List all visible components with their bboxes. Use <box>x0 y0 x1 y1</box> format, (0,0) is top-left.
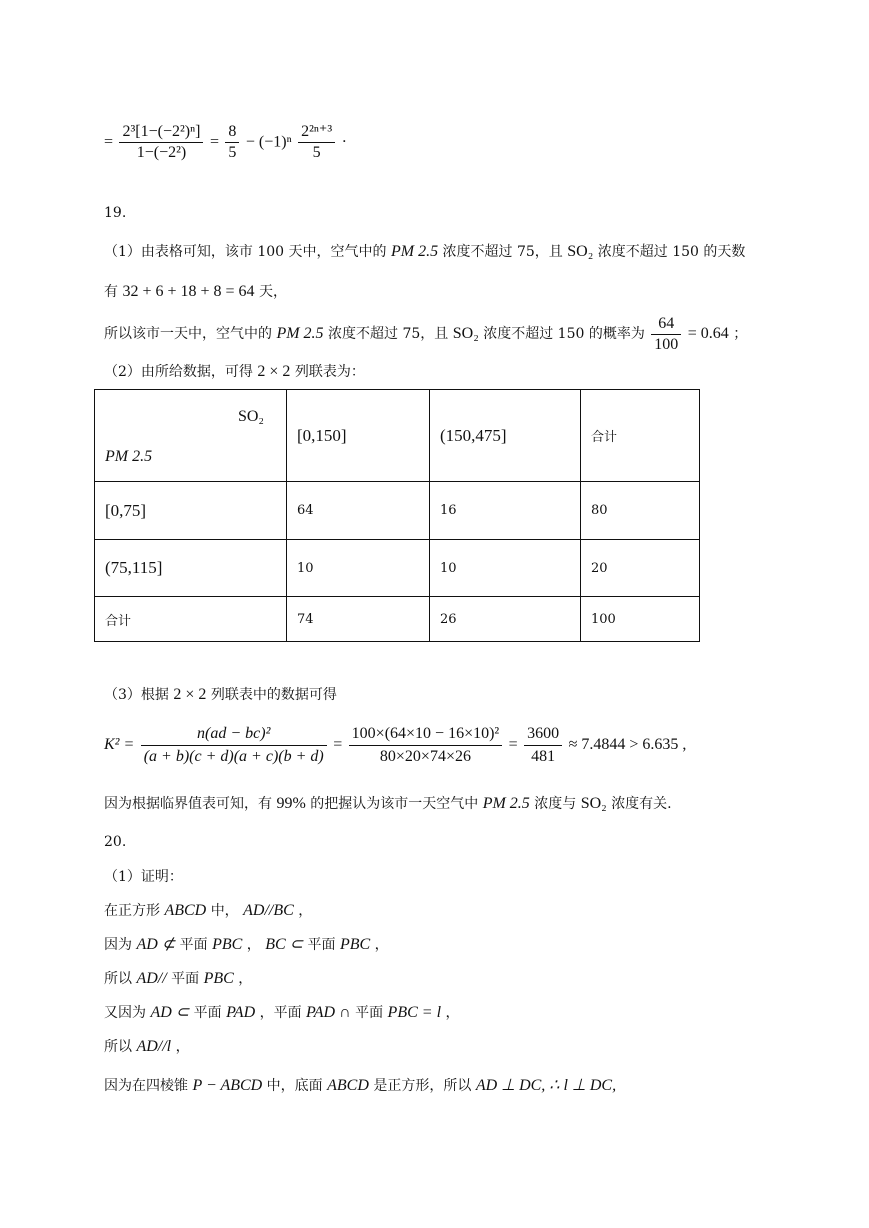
table-row <box>95 482 700 540</box>
math-approx: ≈ 7.4844 > 6.635 , <box>568 736 687 753</box>
text: 有 <box>104 284 118 300</box>
text: 列联表为： <box>294 364 365 380</box>
text: 浓度不超过 150 的天数 <box>597 244 746 260</box>
math: PBC <box>339 936 371 953</box>
cell: 100 <box>581 597 700 642</box>
q19-part1-line3 <box>104 312 747 356</box>
cell: 74 <box>287 597 430 642</box>
math-so2: SO₂ <box>580 795 607 812</box>
math: PBC = l <box>387 1004 442 1021</box>
fraction-den: 5 <box>312 144 321 161</box>
math-so2: SO₂ <box>452 325 479 342</box>
text: ， <box>374 937 389 953</box>
cell: 26 <box>430 597 581 642</box>
math-sum: 32 + 6 + 18 + 8 = 64 <box>122 283 255 300</box>
fraction-k2-values <box>349 723 503 768</box>
text: 中， <box>210 903 239 919</box>
formula-top <box>104 122 347 182</box>
text: ， <box>175 1039 190 1055</box>
fraction-den: 5 <box>228 144 237 161</box>
text: 中，底面 <box>266 1078 323 1094</box>
end-dot: · <box>341 133 347 151</box>
math: PAD ∩ <box>306 1004 351 1021</box>
math: AD//l <box>136 1038 172 1055</box>
q19-part2-line <box>104 362 365 382</box>
math: ABCD <box>327 1077 369 1094</box>
eq-sign: = <box>333 736 343 753</box>
text: ， <box>298 903 313 919</box>
header-pm25: PM 2.5 <box>105 448 153 465</box>
math: AD//BC <box>243 902 294 919</box>
q20-line3 <box>104 935 389 955</box>
math: PAD <box>226 1004 256 1021</box>
text: 因为在四棱锥 <box>104 1078 188 1094</box>
fraction-den: 481 <box>531 747 556 765</box>
text: 平面 <box>307 937 336 953</box>
fraction-num: 2³[1−(−2²)ⁿ] <box>119 122 203 143</box>
header-col-total: 合计 <box>581 390 700 482</box>
text: 所以 <box>104 971 132 987</box>
text: ， <box>445 1005 460 1021</box>
text: 平面 <box>193 1005 222 1021</box>
fraction-num: 8 <box>225 122 239 143</box>
fraction-num: 3600 <box>524 723 562 746</box>
math-pm25: PM 2.5 <box>482 795 530 812</box>
fraction-num: 64 <box>651 314 681 335</box>
q19-part3-line <box>104 685 337 705</box>
eq-sign: = <box>104 133 114 151</box>
q20-line2 <box>104 901 312 921</box>
row-label: [0,75] <box>95 482 287 540</box>
text: 平面 <box>355 1005 384 1021</box>
row-label: 合计 <box>95 597 287 642</box>
fraction-den: (a + b)(c + d)(a + c)(b + d) <box>143 747 324 765</box>
text: （2）由所给数据，可得 <box>104 364 253 380</box>
q20-line6 <box>104 1037 190 1057</box>
cell: 20 <box>581 540 700 597</box>
text: 又因为 <box>104 1005 146 1021</box>
q20-line1: （1）证明： <box>104 869 183 885</box>
header-col-0-150: [0,150] <box>287 390 430 482</box>
math-pm25: PM 2.5 <box>390 243 439 260</box>
eq-sign: = <box>508 736 518 753</box>
math-so2: SO₂ <box>567 243 594 260</box>
question-number-19: 19. <box>104 205 127 221</box>
text: 浓度有关. <box>611 796 672 812</box>
table-header-row <box>95 390 700 482</box>
math-percent: 99% <box>276 795 306 812</box>
math: P − ABCD <box>192 1077 263 1094</box>
header-col-150-475: (150,475] <box>430 390 581 482</box>
text: 因为 <box>104 937 132 953</box>
contingency-table <box>94 389 700 642</box>
math: ABCD <box>164 902 207 919</box>
text: 平面 <box>179 937 208 953</box>
math: PBC <box>212 936 243 953</box>
q19-part1-line2 <box>104 282 287 302</box>
k2-formula <box>104 720 686 770</box>
text: （1）由表格可知，该市 100 天中，空气中的 <box>104 244 387 260</box>
text: 的把握认为该市一天空气中 <box>310 796 479 812</box>
q19-part1-line1 <box>104 242 745 262</box>
fraction-64-100 <box>651 314 681 355</box>
text: 浓度与 <box>534 796 577 812</box>
text: 所以 <box>104 1039 132 1055</box>
q19-conclusion <box>104 794 672 814</box>
math-2x2: 2 × 2 <box>257 363 291 380</box>
math-pm25: PM 2.5 <box>276 325 324 342</box>
row-label: (75,115] <box>95 540 287 597</box>
fraction-num: n(ad − bc)² <box>141 723 327 746</box>
table-row <box>95 597 700 642</box>
text: ； <box>733 326 748 342</box>
text: ，平面 <box>259 1005 302 1021</box>
text: 浓度不超过 150 的概率为 <box>483 326 645 342</box>
fraction-3600-481 <box>524 723 562 768</box>
math-k2: K² = <box>104 736 135 753</box>
text: ， <box>246 937 261 953</box>
text: 平面 <box>171 971 200 987</box>
q20-line5 <box>104 1003 459 1023</box>
text: 浓度不超过 75，且 <box>442 244 563 260</box>
header-so2: SO₂ <box>237 408 264 425</box>
text: （3）根据 <box>104 687 169 703</box>
math: AD ⊄ <box>136 936 176 953</box>
q20-line4 <box>104 969 252 989</box>
text: 天， <box>259 284 287 300</box>
header-diagonal-cell <box>95 390 287 482</box>
table-row <box>95 540 700 597</box>
text: 是正方形，所以 <box>373 1078 472 1094</box>
fraction-k2-general <box>141 723 327 768</box>
math: PBC <box>203 970 234 987</box>
math: AD ⊂ <box>150 1004 190 1021</box>
cell: 64 <box>287 482 430 540</box>
fraction-num: 100×(64×10 − 16×10)² <box>349 723 503 746</box>
cell: 80 <box>581 482 700 540</box>
fraction-power <box>298 122 335 163</box>
minus-term: − (−1)ⁿ <box>245 133 292 151</box>
text: 浓度不超过 75，且 <box>328 326 449 342</box>
cell: 16 <box>430 482 581 540</box>
text: 列联表中的数据可得 <box>210 687 337 703</box>
question-number-20: 20. <box>104 834 127 850</box>
fraction-num: 2²ⁿ⁺³ <box>298 122 335 143</box>
math-2x2: 2 × 2 <box>173 686 207 703</box>
math-result: = 0.64 <box>687 325 729 342</box>
cell: 10 <box>430 540 581 597</box>
fraction-main <box>119 122 203 163</box>
fraction-den: 1−(−2²) <box>136 144 187 161</box>
text: 因为根据临界值表可知，有 <box>104 796 272 812</box>
cell: 10 <box>287 540 430 597</box>
eq-sign-2: = <box>209 133 219 151</box>
text: 所以该市一天中，空气中的 <box>104 326 272 342</box>
math: AD// <box>136 970 167 987</box>
fraction-den: 100 <box>654 335 679 353</box>
math: BC ⊂ <box>265 936 304 953</box>
math: AD ⊥ DC, ∴ l ⊥ DC, <box>475 1077 617 1094</box>
fraction-den: 80×20×74×26 <box>379 747 471 765</box>
text: ， <box>238 971 253 987</box>
text: 在正方形 <box>104 903 160 919</box>
fraction-8-5 <box>225 122 239 163</box>
q20-line7 <box>104 1076 616 1096</box>
